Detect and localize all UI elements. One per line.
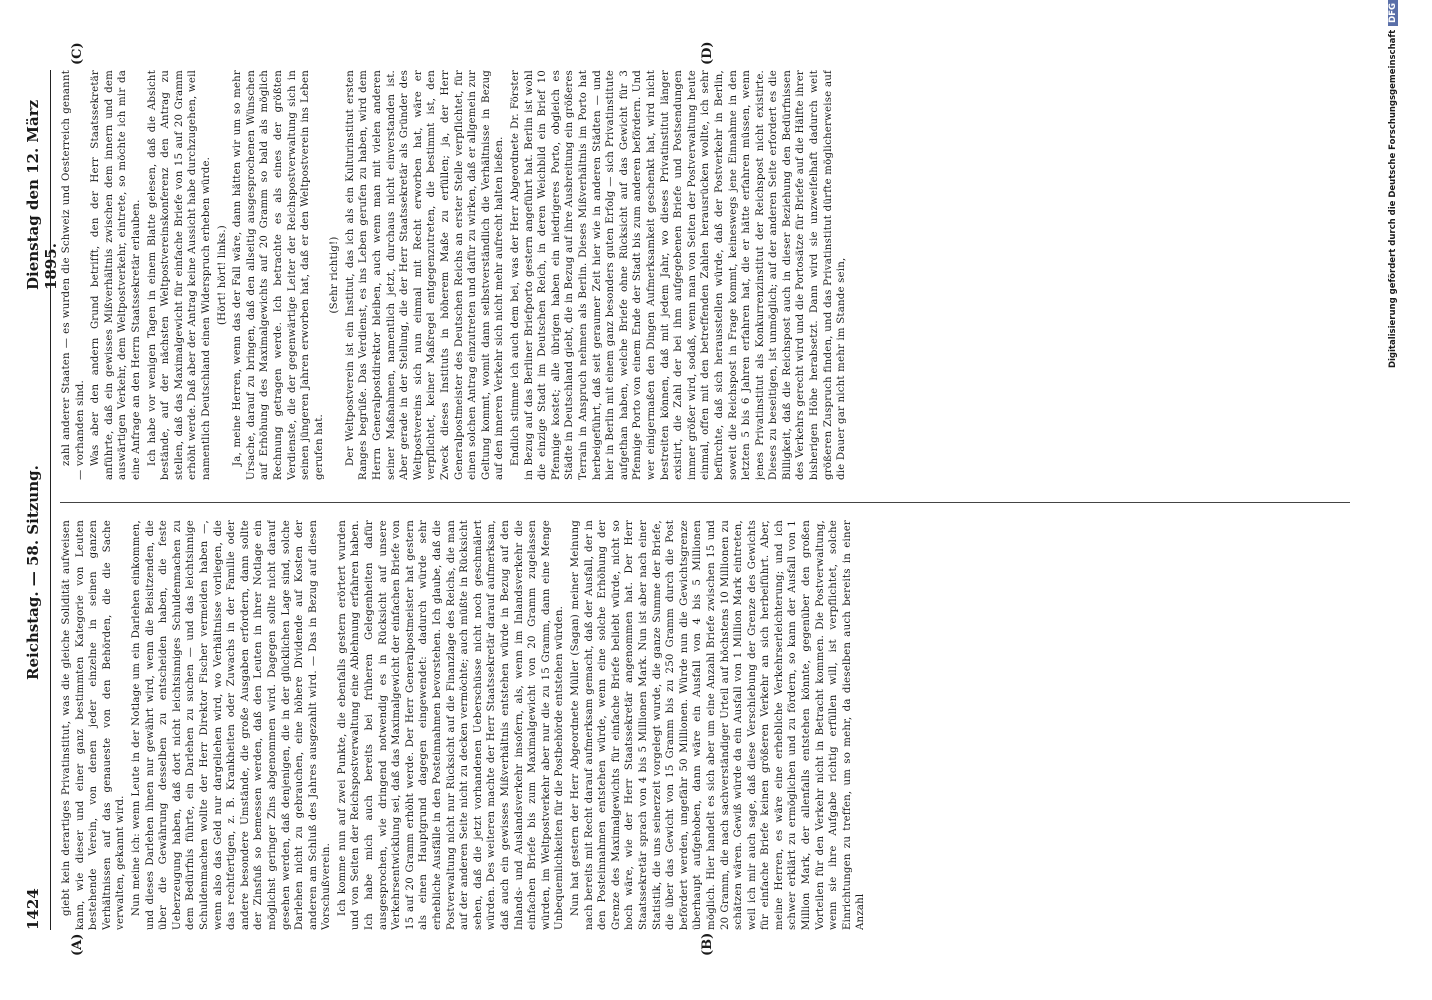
session-title: Reichstag. — 58. Sitzung.	[24, 465, 42, 680]
digitization-credit	[1388, 0, 1398, 470]
interjection: (Sehr richtig!)	[329, 236, 341, 314]
paragraph: Nun hat gestern der Herr Abgeordnete Müller (Sagan) meiner Meinung nach bereits mit Recht darauf aufmerksam gemacht, daß der Ausfall, der in den Posteinnahmen entstehen würde, wenn eine solche Erhöhung der Grenze des Maximalgewichts für einfache Briefe beliebt würde, nicht so hoch wäre, wie der Herr Staatssekretär angenommen hat. Der Herr Staatssekretär sprach von 4 bis 5 Millionen Mark. Nun ist aber nach einer Statistik, die uns seinerzeit vorgelegt wurde, die ganze Summe der Briefe, die über das Gewicht von 15 Gramm bis zu 250 Gramm durch die Post befördert werden, ungefähr 50 Millionen. Würde nun die Gewichtsgrenze überhaupt aufgehoben, dann wäre ein Ausfall von 4 bis 5 Millionen möglich. Hier handelt es sich aber um eine Anzahl Briefe zwischen 15 und 20 Gramm, die nach sachverständiger Urteil auf höchstens 10 Millionen zu schätzen wären. Gewiß würde da ein Ausfall von 1 Million Mark eintreten, weil ich mir auch sage, daß diese Verschiebung der Grenze des Gewichts für einfache Briefe keinen größeren Verkehr an sich herbeiführt. Aber, meine Herren, es wäre eine erhebliche Verkehrserleichterung; und ich schwer erklärt zu ermöglichen und zu fördern, so kann der Ausfall von 1 Million Mark, der allenfalls entstehen könnte, gegenüber den großen Vorteilen für den Verkehr nicht in Betracht kommen. Die Postverwaltung, wenn sie ihre Aufgabe richtig erfüllen will, ist verpflichtet, solche Einrichtungen zu treffen, um so mehr, da dieselben auch bereits in einer Anzahl	[569, 520, 867, 930]
paragraph: Nun meine ich: wenn Leute in der Notlage um ein Darlehen einkommen, und dieses Darlehen ihnen nur gewährt wird, wenn die Beisitzenden, die über die Gewährung desselben zu entscheiden haben, die feste Ueberzeugung haben, daß dort nicht leichtsinniges Schuldenmachen zu dem Bedürfnis führte, ein Darlehen zu suchen — und das leichtsinnige Schuldenmachen wollte der Herr Direktor Fischer vermeiden haben —, wenn also das Geld nur dargeliehen wird, wo Verhältnisse vorliegen, die das rechtfertigen, z. B. Krankheiten oder Zuwachs in der Familie oder andere besondere Umstände, die große Ausgaben erfordern, dann sollte der Zinsfuß so bemessen werden, daß den Leuten in ihrer Notlage ein möglichst geringer Zins abgenommen wird. Dagegen sollte nicht darauf gesehen werden, daß denjenigen, die in der glücklichen Lage sind, solche Darlehen nicht zu gebrauchen, eine höhere Dividende auf Kosten der anderen am Schluß des Jahres ausgezahlt wird. — Das in Bezug auf diesen Vorschußverein.	[130, 520, 333, 930]
margin-marker-c: (C)	[70, 42, 85, 65]
right-text-column	[60, 70, 1360, 480]
paragraph: Ich komme nun auf zwei Punkte, die ebenfalls gestern erörtert wurden und von Seiten der Reichspostverwaltung eine Ablehnung erfahren haben. Ich habe mich auch bereits bei früheren Gelegenheiten dafür ausgesprochen, wie dringend notwendig es in Rücksicht auf unsere Verkehrsentwicklung sei, daß das Maximalgewicht der einfachen Briefe von 15 auf 20 Gramm erhöht werde. Der Herr Generalpostmeister hat gestern als einen Hauptgrund dagegen eingewendet: dadurch würde sehr erhebliche Ausfälle in den Posteinnahmen bevorstehen. Ich glaube, daß die Postverwaltung nicht nur Rücksicht auf die Finanzlage des Reichs, die man auf der anderen Seite nicht zu decken vermöchte; auch müßte in Rücksicht sehen, daß die jetzt vorhandenen Ueberschüsse nicht noch geschmälert würden. Des weiteren machte der Herr Staatssekretär darauf aufmerksam, daß auch ein gewisses Mißverhältnis entstehen würde in Bezug auf den Inlands- und Auslandsverkehr insofern, als, wenn im Inlandsverkehr die einfachen Briefe bis zum Maximalgewicht von 20 Gramm zugelassen würden, im Weltpostverkehr aber nur die zu 15 Gramm, dann eine Menge Unbequemlichkeiten für die Postbehörde entstehen würden.	[336, 520, 566, 930]
paragraph: Der Weltpostverein ist ein Institut, das ich als ein Kulturinstitut ersten Ranges begrüße. Das Verdienst, es ins Leben gerufen zu haben, wird dem Herrn Generalpostdirektor bleiben, auch wenn man mit vielen anderen seiner Maßnahmen, namentlich jetzt, durchaus nicht einverstanden ist. Aber gerade in der Stellung, die der Herr Staatssekretär als Gründer des Weltpostvereins sich nun einmal mit Recht erworben hat, wäre er verpflichtet, keiner Maßregel entgegenzutreten, die bestimmt ist, den Zweck dieses Instituts in höherem Maße zu erfüllen; ja, der Herr Generalpostmeister des Deutschen Reichs an erster Stelle verpflichtet, für einen solchen Antrag einzutreten und dafür zu wirken, daß er allgemein zur Geltung kommt, womit dann selbstverständlich die Verhältnisse in Bezug auf den inneren Verkehr sich nicht mehr aufrecht halten ließen.	[344, 70, 506, 480]
header-rule	[50, 70, 51, 930]
paragraph: Ja, meine Herren, wenn das der Fall wäre, dann hätten wir um so mehr Ursache, darauf zu bringen, daß den allseitig ausgesprochenen Wünschen auf Erhöhung des Maximalgewichts auf 20 Gramm so bald als möglich Rechnung getragen werde. Ich betrachte es als eines der größten Verdienste, die der gegenwärtige Leiter der Reichspostverwaltung sich in seinen jüngeren Jahren erworben hat, daß er den Weltpostverein ins Leben gerufen hat.	[232, 70, 325, 480]
page-header	[22, 70, 60, 930]
page-number: 1424	[24, 888, 42, 930]
left-text-column	[60, 520, 1360, 930]
paragraph: Endlich stimme ich auch dem bei, was der Herr Abgeordnete Dr. Förster in Bezug auf das Berliner Briefporto gestern angeführt hat. Berlin ist wohl die einzige Stadt im Deutschen Reich, in deren Weichbild ein Brief 10 Pfennige kostet; alle übrigen haben ein niedrigeres Porto, obgleich es Städte in Deutschland giebt, die in Bezug auf ihre Ausbreitung ein größeres Terrain in Anspruch nehmen als Berlin. Dieses Mißverhältnis im Porto hat herbeigeführt, daß seit geraumer Zeit hier wie in anderen Städten — und hier in Berlin mit einem ganz besonders guten Erfolg — sich Privatinstitute aufgethan haben, welche Briefe ohne Rücksicht auf das Gewicht für 3 Pfennige Porto von einem Ende der Stadt bis zum anderen befördern. Und wer einigermaßen den Dingen Aufmerksamkeit geschenkt hat, wird nicht bestreiten können, daß mit jedem Jahr, wo dieses Privatinstitut länger existirt, die Zahl der bei ihm aufgegebenen Briefe und Postsendungen immer größer wird, sodaß, wenn man von Seiten der Postverwaltung heute einmal, offen mit den betreffenden Zahlen herausrücken wollte, ich sehr befürchte, daß sich herausstellen würde, daß der Postverkehr in Berlin, soweit die Reichspost in Frage kommt, keineswegs jene Einnahme in den letzten 5 bis 6 Jahren erfahren hat, die er hätte erfahren müssen, wenn jenes Privatinstitut als Konkurrenzinstitut der Reichspost nicht existirte. Dieses zu beseitigen, ist unmöglich; auf der anderen Seite erfordert es die Billigkeit, daß die Reichspost auch in dieser Beziehung den Bedürfnissen des Verkehrs gerecht wird und die Portosätze für Briefe auf die Hälfte ihrer bisherigen Höhe herabsetzt. Dann wird sie unzweifelhaft dadurch weit größeren Zuspruch finden, und das Privatinstitut dürfte möglicherweise auf die Dauer gar nicht mehr im Stande sein,	[510, 70, 848, 480]
dfg-logo: DFG	[1388, 0, 1398, 26]
session-date: Dienstag den 12. März 1895.	[24, 99, 60, 290]
interjection: (Hört! hört! links.)	[216, 225, 228, 325]
paragraph: zahl anderer Staaten — es wurden die Schweiz und Oesterreich genannt — vorhanden sind.	[61, 70, 86, 480]
margin-marker-b: (B)	[700, 932, 715, 956]
margin-marker-d: (D)	[700, 41, 715, 65]
column-divider	[60, 502, 1350, 503]
margin-marker-a: (A)	[70, 933, 85, 956]
paragraph: giebt kein derartiges Privatinstitut, was die gleiche Solidität aufweisen kann, wie dieser und einer ganz bestimmten Kategorie von Leuten bestehende Verein, von denen jeder einzelne in seinen ganzen Verhältnissen auf das genaueste von den Behörden, die die Sache verwalten, gekannt wird.	[61, 520, 127, 930]
paragraph: Was aber den andern Grund betrifft, den der Herr Staatssekretär anführte, daß ein gewisses Mißverhältnis zwischen dem innern und dem auswärtigen Verkehr, dem Weltpostverkehr, eintrete, so möchte ich mir da eine Anfrage an den Herrn Staatssekretär erlauben.	[90, 70, 142, 480]
credit-text: Digitalisierung gefördert durch die Deutsche Forschungsgemeinschaft	[1388, 29, 1398, 369]
paragraph: Ich habe vor wenigen Tagen in einem Blatte gelesen, daß die Absicht bestände, auf der nächsten Weltpostvereinskonferenz den Antrag zu stellen, daß das Maximalgewicht für einfache Briefe von 15 auf 20 Gramm erhöht werde. Daß aber der Antrag keine Aussicht habe durchzugehen, weil namentlich Deutschland einen Widerspruch erheben würde.	[146, 70, 212, 480]
